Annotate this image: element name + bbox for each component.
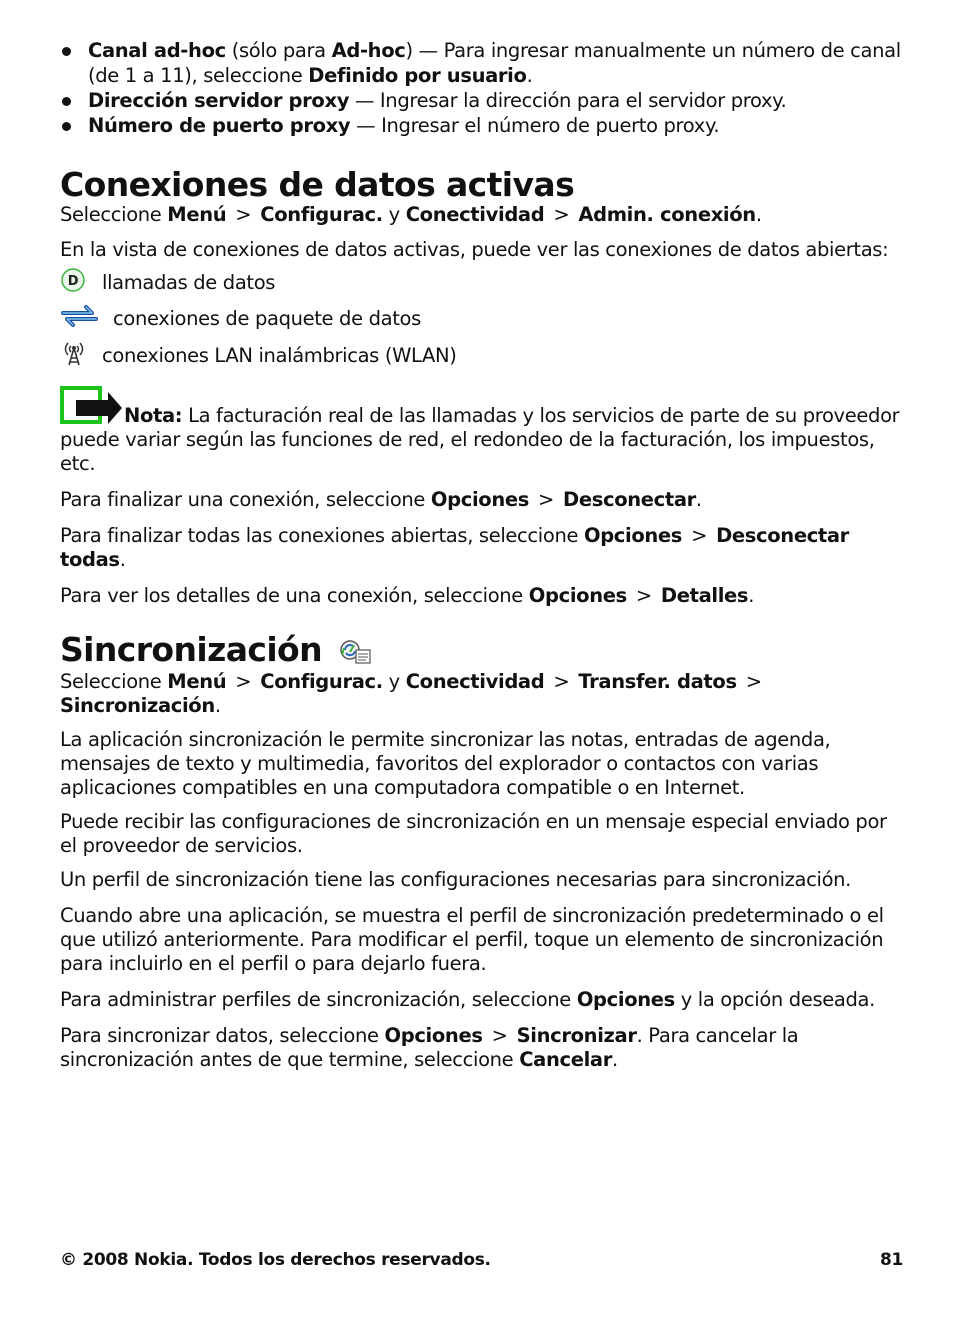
navigation-path: Seleccione Menú > Configurac. y Conectividad > Admin. conexión.	[60, 203, 762, 226]
icon-legend-row	[60, 270, 905, 296]
icon-legend-label: conexiones LAN inalámbricas (WLAN)	[102, 344, 457, 367]
paragraph: Cuando abre una aplicación, se muestra el perfil de sincronización predeterminado o el que utilizó anteriormente. Para modificar el perfil, toque un elemento de sincronización para incluirlo en el perfil o para dejarlo fuera.	[60, 904, 884, 975]
section-title-sync: Sincronización	[60, 630, 322, 669]
paragraph: Para finalizar una conexión, seleccione Opciones > Desconectar.	[60, 488, 702, 511]
page-content	[60, 38, 905, 1072]
copyright-text: © 2008 Nokia. Todos los derechos reservados.	[60, 1250, 491, 1270]
icon-legend-label: conexiones de paquete de datos	[113, 307, 421, 330]
section-title-active-connections: Conexiones de datos activas	[60, 165, 575, 204]
icon-legend-label: llamadas de datos	[102, 271, 276, 294]
icon-legend-row	[60, 306, 905, 332]
list-item: Canal ad-hoc (sólo para Ad-hoc) — Para ingresar manualmente un número de canal (de 1 a 11), seleccione Definido por usuario.	[60, 38, 905, 88]
settings-list	[60, 38, 905, 138]
paragraph: Para administrar perfiles de sincronización, seleccione Opciones y la opción deseada.	[60, 988, 876, 1011]
paragraph: Para ver los detalles de una conexión, seleccione Opciones > Detalles.	[60, 584, 755, 607]
sync-icon	[338, 638, 372, 670]
page-footer	[60, 1250, 903, 1270]
navigation-path: Seleccione Menú > Configurac. y Conectividad > Transfer. datos > Sincronización.	[60, 670, 762, 717]
icon-legend-row	[60, 342, 905, 370]
svg-text:D: D	[67, 274, 79, 289]
list-item: Número de puerto proxy — Ingresar el número de puerto proxy.	[60, 113, 905, 138]
paragraph: Puede recibir las configuraciones de sincronización en un mensaje especial enviado por el proveedor de servicios.	[60, 810, 887, 857]
list-item: Dirección servidor proxy — Ingresar la dirección para el servidor proxy.	[60, 88, 905, 113]
paragraph: Un perfil de sincronización tiene las configuraciones necesarias para sincronización.	[60, 868, 852, 891]
note-label: Nota:	[124, 404, 183, 427]
data-call-icon	[60, 267, 102, 299]
section-heading-sync	[60, 630, 905, 670]
page-number: 81	[879, 1250, 903, 1270]
note-icon	[60, 386, 122, 432]
note-block	[60, 386, 905, 476]
paragraph: La aplicación sincronización le permite sincronizar las notas, entradas de agenda, mensajes de texto y multimedia, favoritos del explorador o contactos con varias aplicaciones compatibles en una computadora compatible o en Internet.	[60, 728, 831, 799]
wlan-antenna-icon	[60, 339, 102, 373]
paragraph: En la vista de conexiones de datos activas, puede ver las conexiones de datos abiertas:	[60, 238, 889, 261]
packet-data-icon	[60, 303, 113, 335]
note-text: La facturación real de las llamadas y los servicios de parte de su proveedor puede variar según las funciones de red, el redondeo de la facturación, los impuestos, etc.	[60, 404, 900, 475]
paragraph: Para sincronizar datos, seleccione Opciones > Sincronizar. Para cancelar la sincronización antes de que termine, seleccione Cancelar.	[60, 1024, 799, 1071]
paragraph: Para finalizar todas las conexiones abiertas, seleccione Opciones > Desconectar todas.	[60, 524, 849, 571]
